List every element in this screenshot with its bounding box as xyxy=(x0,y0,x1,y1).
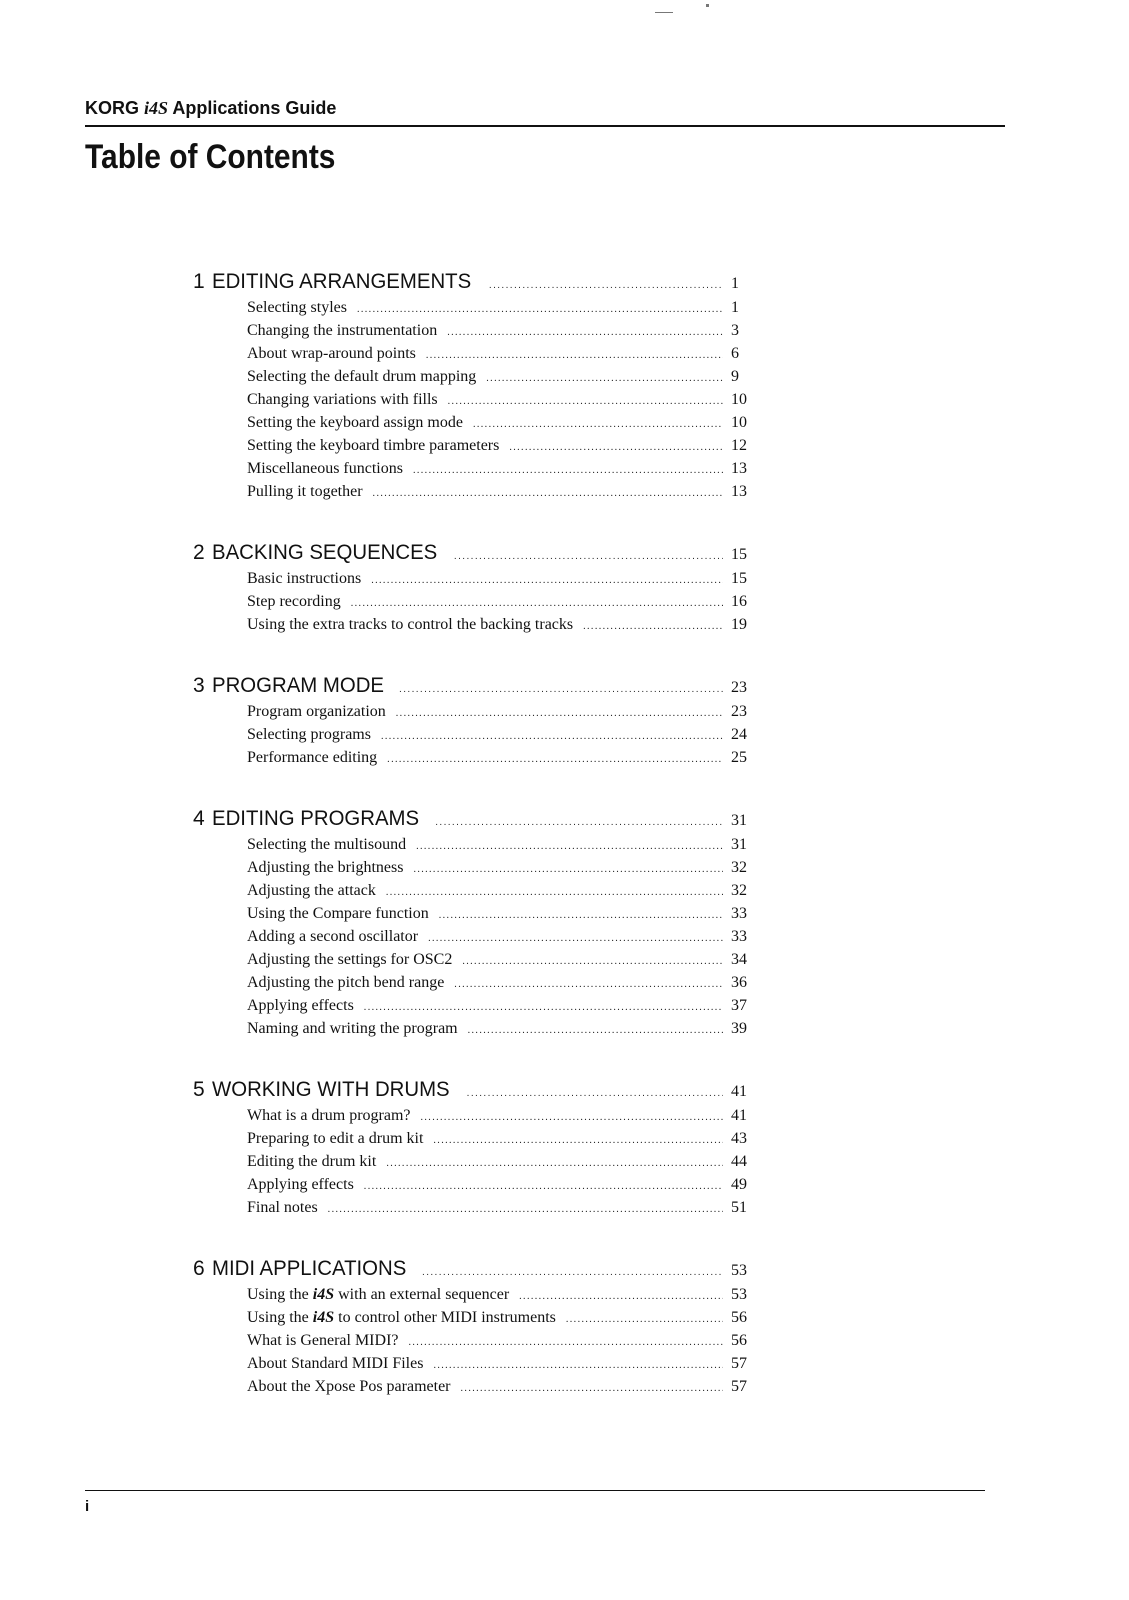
section-title: Adjusting the settings for OSC2 xyxy=(247,951,453,968)
dot-leader xyxy=(509,436,723,459)
section-page-number: 37 xyxy=(731,997,747,1014)
dot-leader xyxy=(413,858,723,881)
dot-leader xyxy=(454,543,723,571)
toc-chapter xyxy=(193,805,753,1040)
dot-leader xyxy=(364,1175,723,1198)
dot-leader xyxy=(566,1308,723,1331)
section-title xyxy=(247,1283,509,1306)
dot-leader xyxy=(396,702,723,725)
section-page-number: 10 xyxy=(731,391,747,408)
toc-section-entry[interactable] xyxy=(247,319,753,342)
toc-chapter xyxy=(193,1076,753,1219)
toc-section-entry[interactable] xyxy=(247,1173,753,1196)
dot-leader xyxy=(387,748,723,771)
dot-leader xyxy=(439,904,723,927)
section-page-number: 13 xyxy=(731,483,747,500)
dot-leader xyxy=(426,344,723,367)
section-page-number: 10 xyxy=(731,414,747,431)
section-title-model: i4S xyxy=(312,1286,335,1303)
section-title: Adjusting the pitch bend range xyxy=(247,974,445,991)
section-title: Preparing to edit a drum kit xyxy=(247,1130,424,1147)
toc-section-entry[interactable] xyxy=(247,925,753,948)
dot-leader xyxy=(413,459,723,482)
dot-leader xyxy=(399,676,723,704)
toc-chapter-entry[interactable] xyxy=(193,1076,753,1104)
dot-leader xyxy=(435,809,723,837)
section-page-number: 13 xyxy=(731,460,747,477)
toc-chapter xyxy=(193,672,753,769)
section-title: Changing variations with fills xyxy=(247,391,438,408)
toc-section-entry[interactable] xyxy=(247,613,753,636)
toc-section-entry[interactable] xyxy=(247,833,753,856)
section-page-number: 43 xyxy=(731,1130,747,1147)
toc-chapter-entry[interactable] xyxy=(193,672,753,700)
section-page-number: 51 xyxy=(731,1199,747,1216)
dot-leader xyxy=(461,1377,723,1400)
toc-chapter-entry[interactable] xyxy=(193,539,753,567)
section-title: Naming and writing the program xyxy=(247,1020,458,1037)
chapter-title: BACKING SEQUENCES xyxy=(211,541,437,564)
scan-speck xyxy=(706,4,709,7)
toc-section-entry[interactable] xyxy=(247,480,753,503)
section-page-number: 12 xyxy=(731,437,747,454)
section-title: Basic instructions xyxy=(247,570,362,587)
section-page-number: 3 xyxy=(731,322,739,339)
toc-section-entry[interactable] xyxy=(247,1329,753,1352)
chapter-page-number: 15 xyxy=(731,546,747,563)
section-page-number: 16 xyxy=(731,593,747,610)
section-page-number: 25 xyxy=(731,749,747,766)
section-title: About wrap-around points xyxy=(247,345,416,362)
toc-chapter-entry[interactable] xyxy=(193,1255,753,1283)
toc-section-entry[interactable] xyxy=(247,411,753,434)
chapter-number: 2 xyxy=(193,541,205,564)
toc-section-entry[interactable] xyxy=(247,1306,753,1329)
toc-section-entry[interactable] xyxy=(247,1150,753,1173)
section-title-post: to control other MIDI instruments xyxy=(334,1309,556,1326)
toc-chapter xyxy=(193,268,753,503)
chapter-title: PROGRAM MODE xyxy=(211,674,384,697)
section-title: Adjusting the attack xyxy=(247,882,376,899)
toc-section-entry[interactable] xyxy=(247,971,753,994)
dot-leader xyxy=(386,1152,723,1175)
chapter-number: 5 xyxy=(193,1078,205,1101)
chapter-title: EDITING PROGRAMS xyxy=(211,807,419,830)
section-page-number: 57 xyxy=(731,1378,747,1395)
dot-leader xyxy=(409,1331,724,1354)
section-title: Performance editing xyxy=(247,749,378,766)
page-title: Table of Contents xyxy=(85,138,336,176)
section-page-number: 15 xyxy=(731,570,747,587)
toc-section-entry[interactable] xyxy=(247,434,753,457)
toc-section-entry[interactable] xyxy=(247,902,753,925)
dot-leader xyxy=(433,1129,723,1152)
section-title xyxy=(247,1306,556,1329)
dot-leader xyxy=(381,725,723,748)
dot-leader xyxy=(416,835,723,858)
toc-section-entry[interactable] xyxy=(247,856,753,879)
section-title: About Standard MIDI Files xyxy=(247,1355,424,1372)
toc-section-entry[interactable] xyxy=(247,994,753,1017)
chapter-number: 3 xyxy=(193,674,205,697)
dot-leader xyxy=(583,615,723,638)
toc-section-entry[interactable] xyxy=(247,1352,753,1375)
dot-leader xyxy=(373,482,723,505)
dot-leader xyxy=(386,881,723,904)
chapter-title: MIDI APPLICATIONS xyxy=(211,1257,407,1280)
toc-section-entry[interactable] xyxy=(247,1127,753,1150)
toc-section-entry[interactable] xyxy=(247,1283,753,1306)
toc-chapter xyxy=(193,1255,753,1398)
section-title-model: i4S xyxy=(312,1309,335,1326)
section-page-number: 32 xyxy=(731,882,747,899)
dot-leader xyxy=(371,569,723,592)
toc-section-entry[interactable] xyxy=(247,567,753,590)
toc-section-entry[interactable] xyxy=(247,700,753,723)
scan-speck xyxy=(655,12,673,13)
section-title-pre: Using the xyxy=(247,1309,313,1326)
section-title: Editing the drum kit xyxy=(247,1153,377,1170)
dot-leader xyxy=(328,1198,723,1221)
toc-section-entry[interactable] xyxy=(247,723,753,746)
section-page-number: 39 xyxy=(731,1020,747,1037)
section-title: Selecting the multisound xyxy=(247,836,407,853)
section-page-number: 24 xyxy=(731,726,747,743)
section-title-pre: Using the xyxy=(247,1286,313,1303)
chapter-page-number: 53 xyxy=(731,1262,747,1279)
chapter-number: 1 xyxy=(193,270,205,293)
section-page-number: 34 xyxy=(731,951,747,968)
section-page-number: 53 xyxy=(731,1286,747,1303)
dot-leader xyxy=(519,1285,723,1308)
section-title: What is General MIDI? xyxy=(247,1332,399,1349)
section-page-number: 49 xyxy=(731,1176,747,1193)
toc-section-entry[interactable] xyxy=(247,1196,753,1219)
header-guide-title: Applications Guide xyxy=(172,98,337,118)
section-title: What is a drum program? xyxy=(247,1107,411,1124)
toc-section-entry[interactable] xyxy=(247,1104,753,1127)
section-title: Adjusting the brightness xyxy=(247,859,404,876)
table-of-contents xyxy=(193,268,753,1434)
section-title: Selecting the default drum mapping xyxy=(247,368,477,385)
section-page-number: 56 xyxy=(731,1309,747,1326)
section-page-number: 33 xyxy=(731,928,747,945)
section-title: Miscellaneous functions xyxy=(247,460,403,477)
toc-section-entry[interactable] xyxy=(247,388,753,411)
section-page-number: 1 xyxy=(731,299,739,316)
dot-leader xyxy=(489,272,723,300)
toc-section-entry[interactable] xyxy=(247,1375,753,1398)
section-title: Using the Compare function xyxy=(247,905,429,922)
section-title: Selecting styles xyxy=(247,299,347,316)
chapter-title: WORKING WITH DRUMS xyxy=(211,1078,450,1101)
chapter-page-number: 31 xyxy=(731,812,747,829)
section-title: Using the extra tracks to control the backing tracks xyxy=(247,616,574,633)
chapter-page-number: 1 xyxy=(731,275,739,292)
toc-section-entry[interactable] xyxy=(247,746,753,769)
dot-leader xyxy=(448,390,723,413)
section-page-number: 57 xyxy=(731,1355,747,1372)
page-number: i xyxy=(85,1498,90,1515)
chapter-number: 4 xyxy=(193,807,205,830)
section-page-number: 44 xyxy=(731,1153,747,1170)
toc-chapter xyxy=(193,539,753,636)
chapter-title: EDITING ARRANGEMENTS xyxy=(211,270,471,293)
section-page-number: 36 xyxy=(731,974,747,991)
header-rule xyxy=(85,125,1005,127)
dot-leader xyxy=(467,1080,723,1108)
dot-leader xyxy=(421,1106,724,1129)
running-header xyxy=(85,98,336,119)
chapter-page-number: 41 xyxy=(731,1083,747,1100)
dot-leader xyxy=(364,996,723,1019)
section-title: Pulling it together xyxy=(247,483,363,500)
toc-section-entry[interactable] xyxy=(247,342,753,365)
toc-section-entry[interactable] xyxy=(247,1017,753,1040)
dot-leader xyxy=(447,321,723,344)
section-title: Final notes xyxy=(247,1199,318,1216)
dot-leader xyxy=(351,592,723,615)
section-title: Setting the keyboard assign mode xyxy=(247,414,463,431)
dot-leader xyxy=(473,413,723,436)
header-model: i4S xyxy=(144,98,169,118)
dot-leader xyxy=(486,367,723,390)
toc-chapter-entry[interactable] xyxy=(193,268,753,296)
section-page-number: 41 xyxy=(731,1107,747,1124)
section-title: Program organization xyxy=(247,703,386,720)
section-page-number: 32 xyxy=(731,859,747,876)
section-title: Applying effects xyxy=(247,997,354,1014)
toc-section-entry[interactable] xyxy=(247,457,753,480)
section-title: Setting the keyboard timbre parameters xyxy=(247,437,500,454)
toc-section-entry[interactable] xyxy=(247,590,753,613)
dot-leader xyxy=(433,1354,723,1377)
section-page-number: 6 xyxy=(731,345,739,362)
section-page-number: 19 xyxy=(731,616,747,633)
chapter-page-number: 23 xyxy=(731,679,747,696)
toc-section-entry[interactable] xyxy=(247,948,753,971)
chapter-number: 6 xyxy=(193,1257,205,1280)
section-page-number: 56 xyxy=(731,1332,747,1349)
section-page-number: 33 xyxy=(731,905,747,922)
section-title: Applying effects xyxy=(247,1176,354,1193)
toc-section-entry[interactable] xyxy=(247,296,753,319)
dot-leader xyxy=(454,973,723,996)
section-page-number: 9 xyxy=(731,368,739,385)
dot-leader xyxy=(468,1019,723,1042)
section-title: About the Xpose Pos parameter xyxy=(247,1378,451,1395)
dot-leader xyxy=(428,927,723,950)
footer-rule xyxy=(85,1490,985,1491)
section-title-post: with an external sequencer xyxy=(334,1286,510,1303)
toc-chapter-entry[interactable] xyxy=(193,805,753,833)
toc-section-entry[interactable] xyxy=(247,879,753,902)
section-title: Step recording xyxy=(247,593,341,610)
section-title: Adding a second oscillator xyxy=(247,928,419,945)
section-page-number: 31 xyxy=(731,836,747,853)
header-brand: KORG xyxy=(85,98,139,118)
toc-section-entry[interactable] xyxy=(247,365,753,388)
section-title: Changing the instrumentation xyxy=(247,322,438,339)
section-title: Selecting programs xyxy=(247,726,371,743)
dot-leader xyxy=(462,950,723,973)
dot-leader xyxy=(357,298,723,321)
section-page-number: 23 xyxy=(731,703,747,720)
